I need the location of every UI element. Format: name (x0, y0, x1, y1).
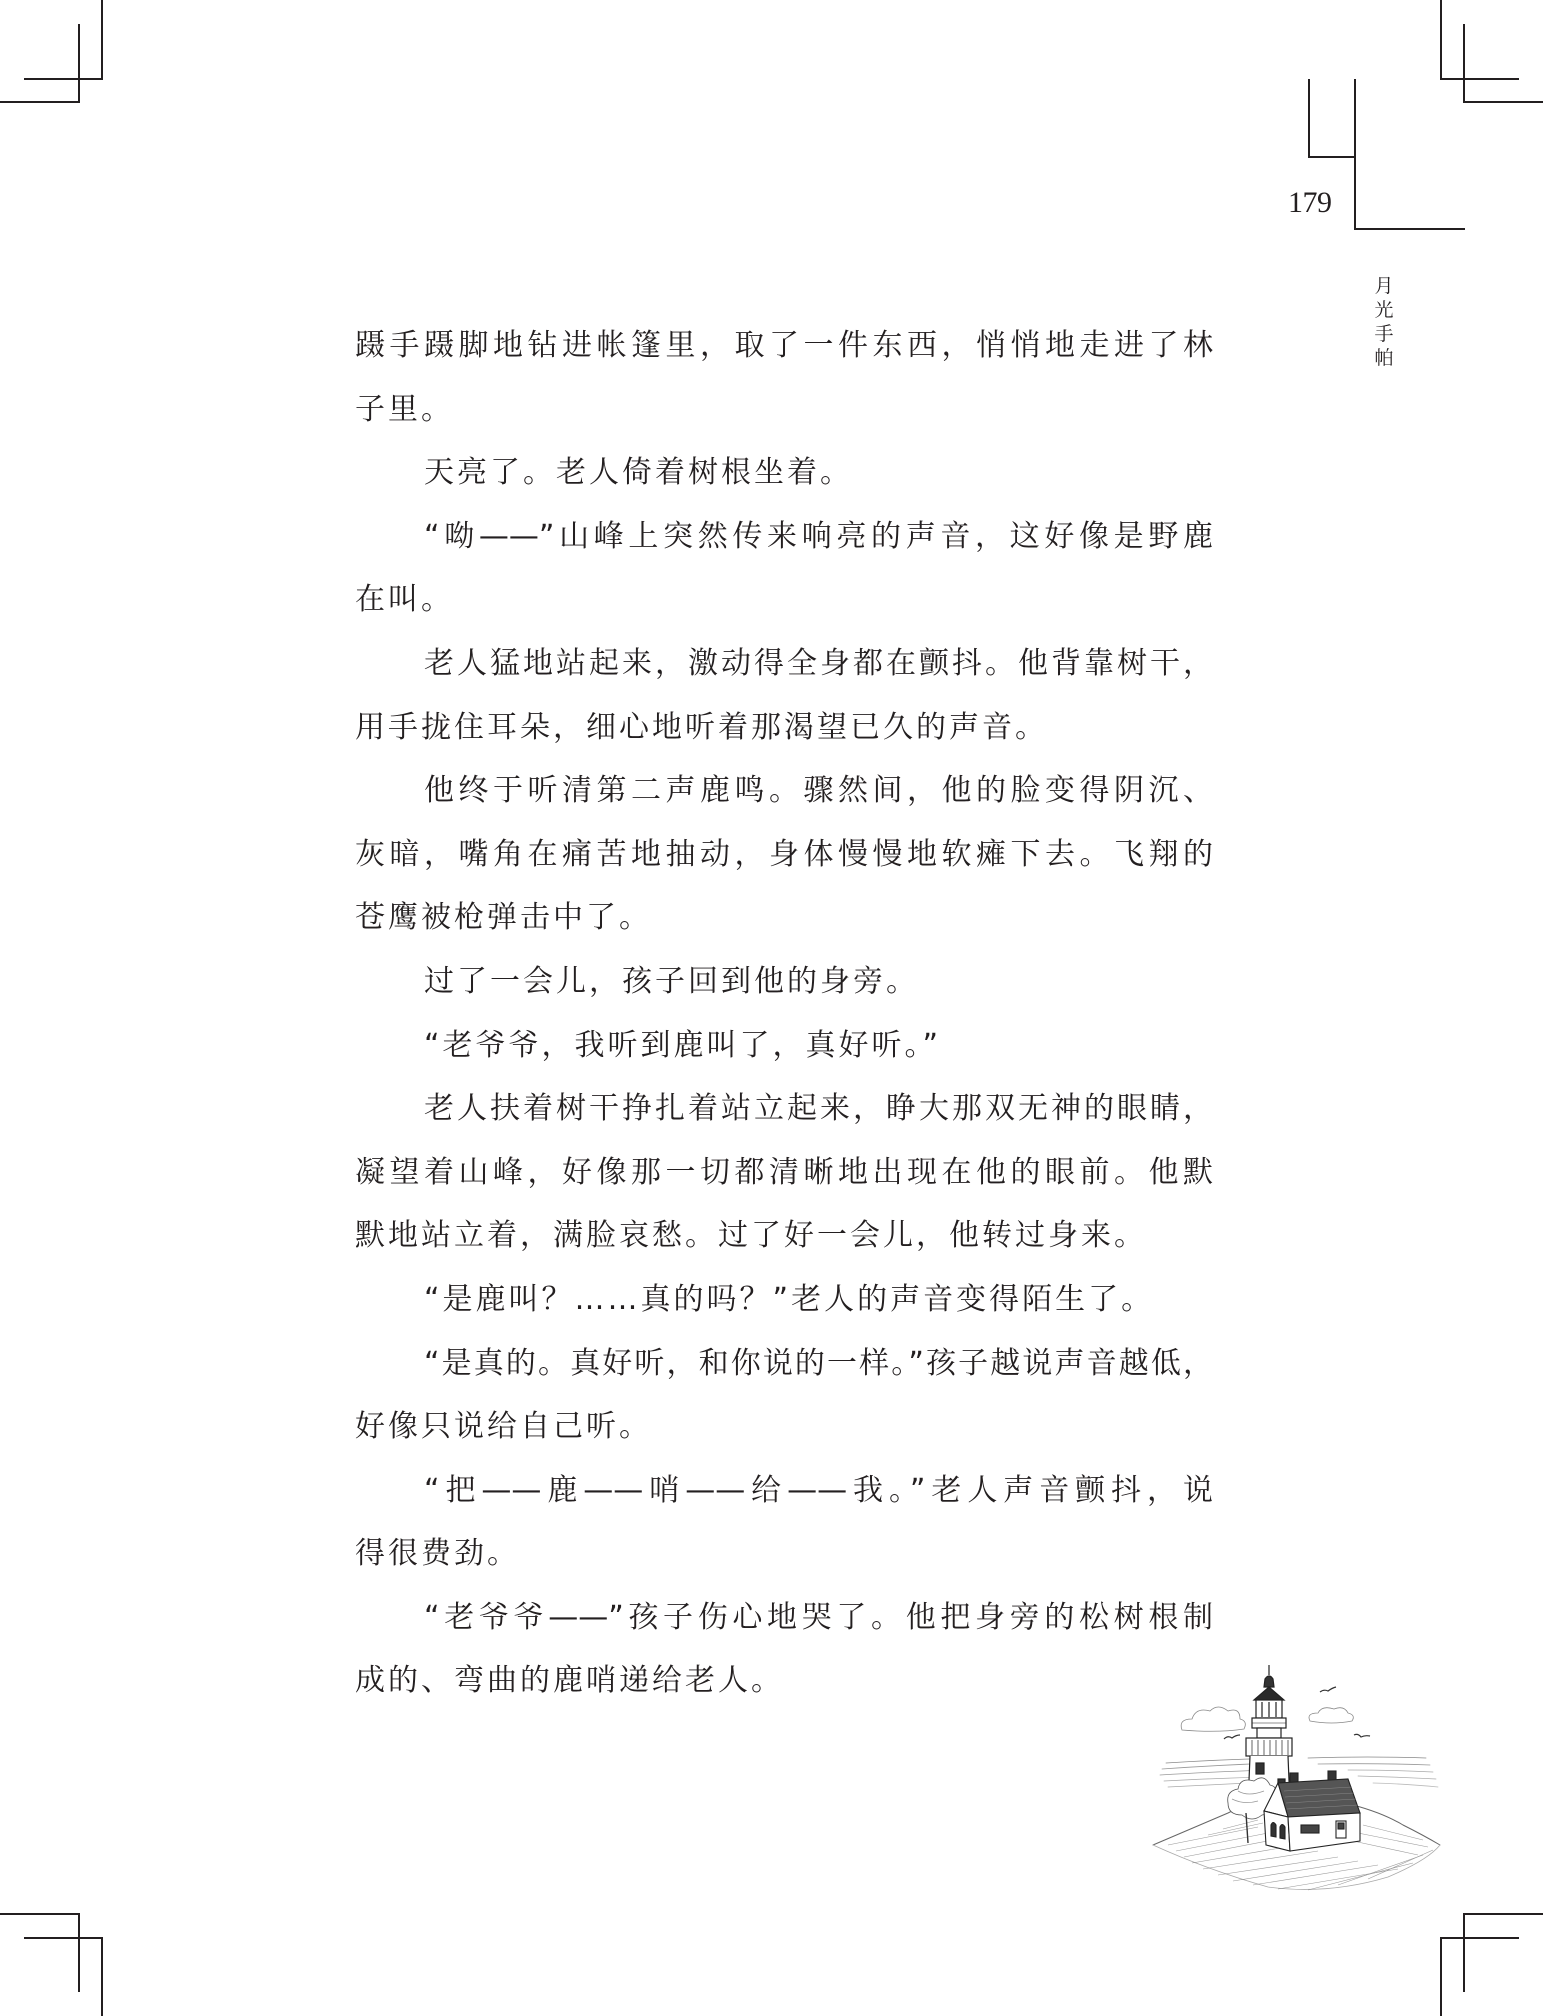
text-line: 老人猛地站起来，激动得全身都在颤抖。他背靠树干， (424, 645, 1213, 681)
crop-mark-bottom-right (1463, 1913, 1543, 1915)
header-rule (1308, 156, 1355, 158)
crop-mark-top-right (1440, 0, 1442, 80)
crop-mark-bottom-right (1463, 1913, 1465, 1992)
running-title-char: 帕 (1374, 347, 1394, 369)
text-line: 苍鹰被枪弹击中了。 (355, 900, 652, 936)
lighthouse-illustration (1148, 1655, 1448, 1910)
crop-mark-top-right (1463, 101, 1543, 103)
text-line: “老爷爷，我听到鹿叫了，真好听。” (424, 1027, 942, 1063)
crop-mark-top-right (1440, 78, 1519, 80)
crop-mark-top-left (0, 101, 80, 103)
text-line: 成的、弯曲的鹿哨递给老人。 (355, 1663, 784, 1699)
header-rule (1354, 228, 1465, 230)
crop-mark-bottom-left (101, 1937, 103, 2016)
text-line: “老爷爷——”孩子伤心地哭了。他把身旁的松树根制 (424, 1599, 1213, 1635)
text-line: 凝望着山峰，好像那一切都清晰地出现在他的眼前。他默 (355, 1154, 1213, 1190)
text-line: 灰暗，嘴角在痛苦地抽动，身体慢慢地软瘫下去。飞翔的 (355, 836, 1213, 872)
text-line: “呦——”山峰上突然传来响亮的声音，这好像是野鹿 (424, 518, 1213, 554)
text-line: 子里。 (355, 391, 454, 427)
crop-mark-bottom-left (0, 1913, 80, 1915)
text-line: 好像只说给自己听。 (355, 1409, 652, 1445)
crop-mark-bottom-right (1440, 1937, 1442, 2016)
crop-mark-top-left (78, 24, 80, 103)
text-line: 老人扶着树干挣扎着站立起来，睁大那双无神的眼睛， (424, 1091, 1213, 1127)
text-line: 蹑手蹑脚地钻进帐篷里，取了一件东西，悄悄地走进了林 (355, 328, 1213, 363)
text-line: “把——鹿——哨——给——我。”老人声音颤抖，说 (424, 1472, 1213, 1508)
text-line: 过了一会儿，孩子回到他的身旁。 (424, 963, 919, 999)
lighthouse-sketch-icon (1148, 1655, 1448, 1910)
page-number: 179 (1288, 186, 1332, 219)
running-title-char: 光 (1374, 299, 1394, 321)
crop-mark-bottom-right (1440, 1937, 1519, 1939)
header-rule (1308, 79, 1310, 158)
body-text (355, 324, 1213, 1723)
text-line: 在叫。 (355, 582, 454, 618)
crop-mark-bottom-left (78, 1913, 80, 1992)
crop-mark-top-left (24, 78, 103, 80)
running-title (1372, 274, 1396, 370)
header-rule (1354, 79, 1356, 230)
text-line: “是真的。真好听，和你说的一样。”孩子越说声音越低， (424, 1345, 1213, 1381)
text-line: 天亮了。老人倚着树根坐着。 (424, 455, 853, 491)
crop-mark-bottom-left (24, 1937, 103, 1939)
text-line: “是鹿叫？……真的吗？”老人的声音变得陌生了。 (424, 1281, 1155, 1317)
text-line: 得很费劲。 (355, 1536, 520, 1572)
crop-mark-top-left (101, 0, 103, 80)
running-title-char: 月 (1374, 275, 1394, 297)
text-line: 用手拢住耳朵，细心地听着那渴望已久的声音。 (355, 709, 1048, 745)
text-line: 默地站立着，满脸哀愁。过了好一会儿，他转过身来。 (355, 1218, 1147, 1254)
crop-mark-top-right (1463, 24, 1465, 103)
text-line: 他终于听清第二声鹿鸣。骤然间，他的脸变得阴沉、 (424, 773, 1213, 809)
running-title-char: 手 (1374, 323, 1394, 345)
